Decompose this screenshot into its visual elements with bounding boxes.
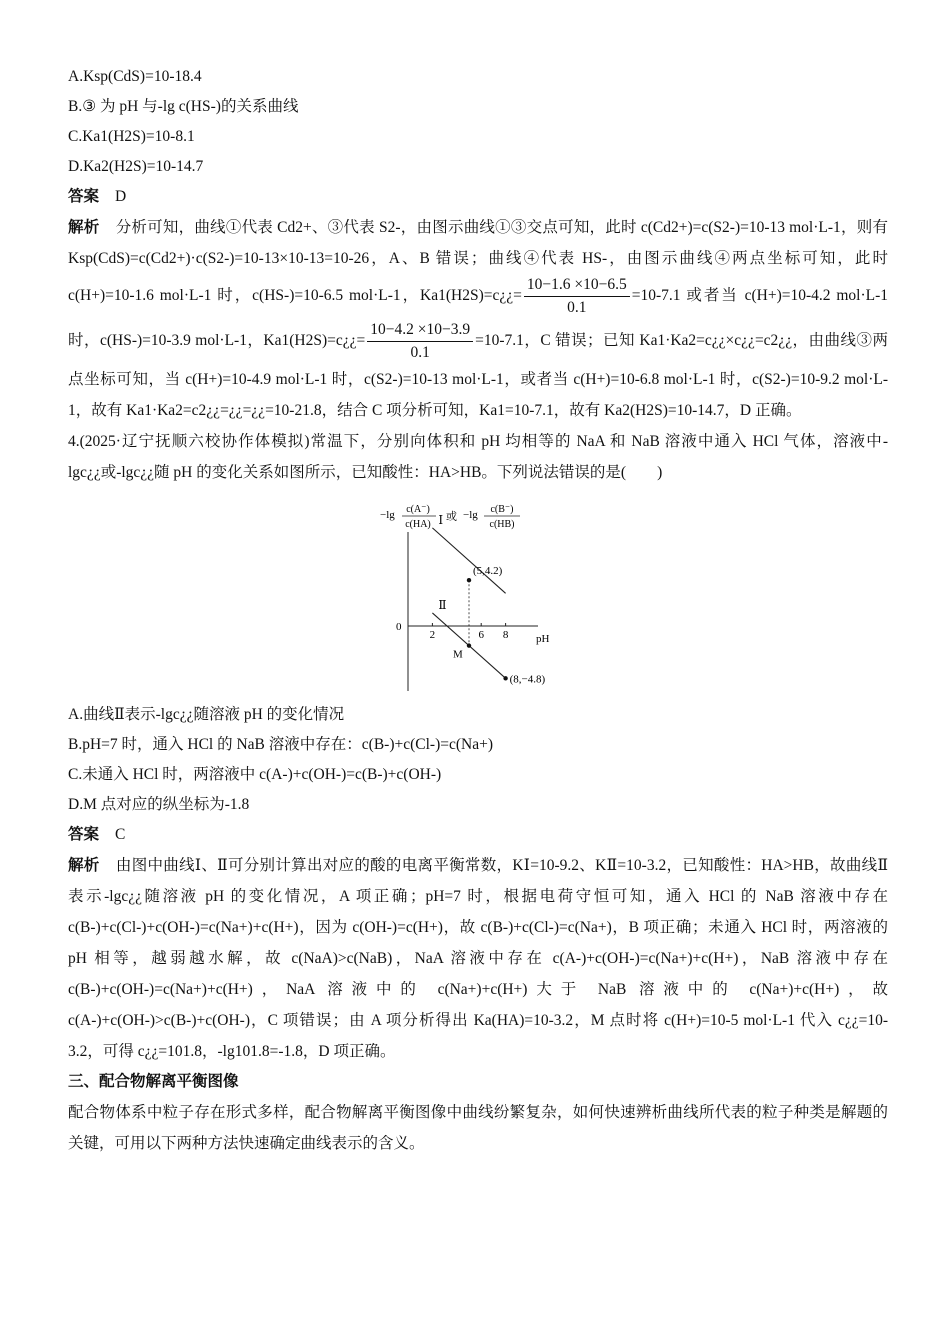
y-axis-label-lg: −lg — [380, 509, 395, 521]
explanation-1-part2: =10-7.1 或者当 c(H+)=10-4.2 mol·L-1 时，c(HS-)=10-3.9 mol·L-1，Ka1(H2S)=c¿¿= — [68, 287, 888, 350]
fraction-1 — [524, 274, 630, 319]
origin-label: 0 — [396, 621, 402, 633]
fraction-2-denominator: 0.1 — [410, 344, 430, 361]
y-label-frac-b-num: c(B⁻) — [490, 504, 514, 515]
answer-row-1 — [68, 182, 888, 212]
explanation-1-part3: =10-7.1，C 错误；已知 Ka1·Ka2=c¿¿×c¿¿=c2¿¿，由曲线③两点坐标可知，当 c(H+)=10-4.9 mol·L-1 时，c(S2-)=10-13 mol·L-1，或者当 c(H+)=10-6.8 mol·L-1 时，c(S2-)=10-9.2 mol·L-1，故有 Ka1·Ka2=c2¿¿=¿¿=¿¿=10-21.8，结合 C 项分析可知，Ka1=10-7.1，故有 Ka2(H2S)=10-14.7，D 正确。 — [68, 332, 888, 419]
data-point-1 — [467, 578, 471, 582]
option-a: A.Ksp(CdS)=10-18.4 — [68, 68, 202, 85]
q4-option-a: A.曲线Ⅱ表示-lgc¿¿随溶液 pH 的变化情况 — [68, 706, 345, 723]
y-axis-label-lg-2: −lg — [463, 509, 478, 521]
fraction-2 — [367, 319, 473, 364]
y-label-frac-a-den: c(HA) — [405, 519, 431, 530]
fraction-1-numerator: 10−1.6 ×10−6.5 — [524, 274, 630, 297]
y-label-frac-a-num: c(A⁻) — [406, 504, 430, 515]
q4-option-b: B.pH=7 时，通入 HCl 的 NaB 溶液中存在：c(B-)+c(Cl-)=c(Na+) — [68, 736, 493, 753]
q4-option-d: D.M 点对应的纵坐标为-1.8 — [68, 796, 250, 813]
fraction-1-denominator: 0.1 — [567, 299, 587, 316]
y-axis-label-or: 或 — [446, 511, 457, 523]
explanation-1-part1: 分析可知，曲线①代表 Cd2+、③代表 S2-，由图示曲线①③交点可知，此时 c(Cd2+)=c(S2-)=10-13 mol·L-1，则有 Ksp(CdS)=c(Cd2+)·c(S2-)=10-13×10-13=10-26，A、B 错误；曲线④代表 HS-，由图示曲线④两点坐标可知，此时 c(H+)=10-1.6 mol·L-1 时，c(HS-)=10-6.5 mol·L-1，Ka1(H2S)=c¿¿= — [68, 219, 888, 305]
explanation-2 — [68, 850, 888, 1067]
explanation-1 — [68, 212, 888, 426]
explanation-label: 解析 — [68, 857, 100, 874]
explanation-label: 解析 — [68, 219, 100, 236]
series-label-1: Ⅰ — [438, 512, 444, 527]
option-c: C.Ka1(H2S)=10-8.1 — [68, 128, 195, 145]
fraction-2-numerator: 10−4.2 ×10−3.9 — [367, 319, 473, 342]
explanation-2-text: 由图中曲线Ⅰ、Ⅱ可分别计算出对应的酸的电离平衡常数，KⅠ=10-9.2、KⅡ=10-3.2，已知酸性：HA>HB，故曲线Ⅱ表示-lgc¿¿随溶液 pH 的变化情况，A 项正确；pH=7 时，根据电荷守恒可知，通入 HCl 的 NaB 溶液中存在 c(B-)+c(Cl-)+c(OH-)=c(Na+)+c(H+)，因为 c(OH-)=c(H+)，故 c(B-)+c(Cl-)=c(Na+)，B 项正确；未通入 HCl 时，两溶液的 pH 相等，越弱越水解，故 c(NaA)>c(NaB)，NaA 溶液中存在 c(A-)+c(OH-)=c(Na+)+c(H+)，NaB 溶液中存在 c(B-)+c(OH-)=c(Na+)+c(H+)，NaA 溶液中的 c(Na+)+c(H+)大于 NaB 溶液中的 c(Na+)+c(H+)，故 c(A-)+c(OH-)>c(B-)+c(OH-)，C 项错误；由 A 项分析得出 Ka(HA)=10-3.2，M 点时将 c(H+)=10-5 mol·L-1 代入 c¿¿=10-3.2，可得 c¿¿=101.8，-lg101.8=-1.8，D 项正确。 — [68, 857, 888, 1060]
annotation-2: M — [453, 648, 463, 661]
answer-row-2 — [68, 820, 888, 850]
data-point-2 — [467, 643, 471, 647]
section-3-body: 配合物体系中粒子存在形式多样，配合物解离平衡图像中曲线纷繁复杂，如何快速辨析曲线所代表的粒子种类是解题的关键，可用以下两种方法快速确定曲线表示的含义。 — [68, 1104, 888, 1152]
answer-label: 答案 — [68, 188, 100, 205]
option-b: B.③ 为 pH 与-lg c(HS-)的关系曲线 — [68, 98, 299, 115]
q4-option-c: C.未通入 HCl 时，两溶液中 c(A-)+c(OH-)=c(B-)+c(OH-) — [68, 766, 442, 783]
document-page — [68, 62, 888, 1159]
annotation-3: (8,−4.8) — [509, 673, 546, 686]
series-label-2: Ⅱ — [438, 597, 447, 612]
series-line-1 — [432, 528, 505, 593]
answer-label: 答案 — [68, 826, 100, 843]
ph-chart — [68, 496, 888, 696]
data-point-3 — [503, 676, 507, 680]
option-d: D.Ka2(H2S)=10-14.7 — [68, 158, 204, 175]
answer-value: C — [115, 826, 126, 843]
x-tick-label: 8 — [502, 629, 509, 641]
y-label-frac-b-den: c(HB) — [489, 519, 515, 530]
chart-svg — [378, 496, 578, 696]
annotation-1: (5,4.2) — [473, 565, 503, 578]
x-axis-label: pH — [536, 633, 550, 645]
answer-value: D — [115, 188, 127, 205]
x-tick-label: 2 — [429, 629, 436, 641]
question-4-stem: 4.(2025·辽宁抚顺六校协作体模拟)常温下，分别向体积和 pH 均相等的 NaA 和 NaB 溶液中通入 HCl 气体，溶液中-lgc¿¿或-lgc¿¿随 pH 的变化关系如图所示，已知酸性：HA>HB。下列说法错误的是( ) — [68, 433, 888, 481]
x-tick-label: 6 — [478, 629, 484, 641]
section-3-title: 三、配合物解离平衡图像 — [68, 1073, 239, 1090]
